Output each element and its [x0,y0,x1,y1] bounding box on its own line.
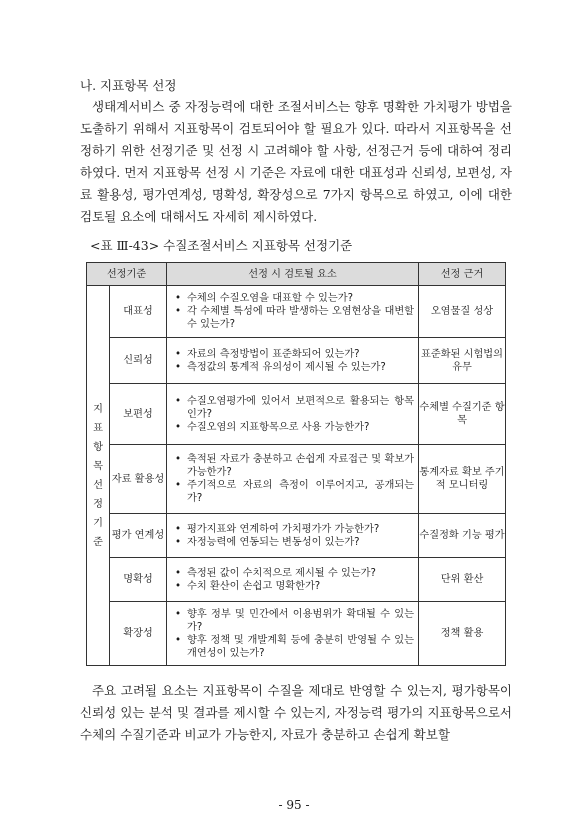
criterion-basis: 표준화된 시험법의 유무 [419,338,506,384]
criterion-name: 명확성 [110,558,167,602]
header-basis: 선정 근거 [419,263,506,286]
criterion-basis: 오염물질 성상 [419,286,506,338]
criterion-name: 확장성 [110,602,167,666]
table-row [87,338,506,384]
table-header-row [87,263,506,286]
list-item: • 각 수체별 특성에 따라 발생하는 오염현상을 대변할 수 있는가? [175,305,414,331]
page-number: - 95 - [278,798,310,812]
table-row [87,558,506,602]
criterion-basis: 수체별 수질기준 항목 [419,384,506,445]
criterion-name: 평가 연계성 [110,514,167,558]
list-item: • 수체의 수질오염을 대표할 수 있는가? [175,292,414,305]
criterion-name: 자료 활용성 [110,445,167,514]
criterion-basis: 정책 활용 [419,602,506,666]
header-criteria: 선정기준 [87,263,167,286]
table-row [87,286,506,338]
table-row [87,602,506,666]
criterion-name: 신뢰성 [110,338,167,384]
closing-paragraph: 주요 고려될 요소는 지표항목이 수질을 제대로 반영할 수 있는지, 평가항목이 신뢰성 있는 분석 및 결과를 제시할 수 있는지, 자정능력 평가의 지표항목으로서 수체의 수질기준과 비교가 가능한지, 자료가 충분하고 손쉽게 확보할 [80,683,512,742]
list-item: • 측정값의 통계적 유의성이 제시될 수 있는가? [175,361,414,374]
list-item: • 향후 정책 및 개발계획 등에 충분히 반영될 수 있는 개연성이 있는가? [175,634,414,660]
section-heading: 나. 지표항목 선정 [80,78,177,93]
criterion-name: 보편성 [110,384,167,445]
table-row [87,384,506,445]
table-caption: <표 Ⅲ-43> 수질조절서비스 지표항목 선정기준 [90,238,353,253]
list-item: • 측정된 값이 수치적으로 제시될 수 있는가? [175,567,414,580]
criterion-basis: 수질정화 기능 평가 [419,514,506,558]
list-item: • 자정능력에 연동되는 변동성이 있는가? [175,536,414,549]
header-review-items: 선정 시 검토될 요소 [167,263,419,286]
list-item: • 축적된 자료가 충분하고 손쉽게 자료접근 및 확보가 가능한가? [175,453,414,479]
criterion-items [167,558,419,602]
criteria-table [86,262,506,666]
list-item: • 수치 환산이 손쉽고 명확한가? [175,580,414,593]
table-row [87,514,506,558]
intro-paragraph: 생태계서비스 중 자정능력에 대한 조절서비스는 향후 명확한 가치평가 방법을 도출하기 위해서 지표항목이 검토되어야 할 필요가 있다. 따라서 지표항목을 선정하기 위한 선정기준 및 선정 시 고려해야 할 사항, 선정근거 등에 대하여 정리하였다. 먼저 지표항목 선정 시 기준은 자료에 대한 대표성과 신뢰성, 보편성, 자료 활용성, 평가연계성, 명확성, 확장성으로 7가지 항목으로 하였고, 이에 대한 검토될 요소에 대해서도 자세히 제시하였다. [80,99,512,224]
criterion-name: 대표성 [110,286,167,338]
list-item: • 수질오염의 지표항목으로 사용 가능한가? [175,421,414,434]
list-item: • 수질오염평가에 있어서 보편적으로 활용되는 항목인가? [175,395,414,421]
criterion-items [167,445,419,514]
side-label: 지 표 항 목 선 정 기 준 [87,286,110,666]
list-item: • 평가지표와 연계하여 가치평가가 가능한가? [175,523,414,536]
criterion-items [167,338,419,384]
table-row [87,445,506,514]
criterion-basis: 단위 환산 [419,558,506,602]
list-item: • 자료의 측정방법이 표준화되어 있는가? [175,348,414,361]
list-item: • 주기적으로 자료의 측정이 이루어지고, 공개되는가? [175,479,414,505]
list-item: • 향후 정부 및 민간에서 이용범위가 확대될 수 있는가? [175,608,414,634]
criterion-items [167,514,419,558]
criterion-items [167,384,419,445]
criterion-basis: 통계자료 확보 주기적 모니터링 [419,445,506,514]
criterion-items [167,602,419,666]
criteria-table-body [87,286,506,666]
criterion-items [167,286,419,338]
